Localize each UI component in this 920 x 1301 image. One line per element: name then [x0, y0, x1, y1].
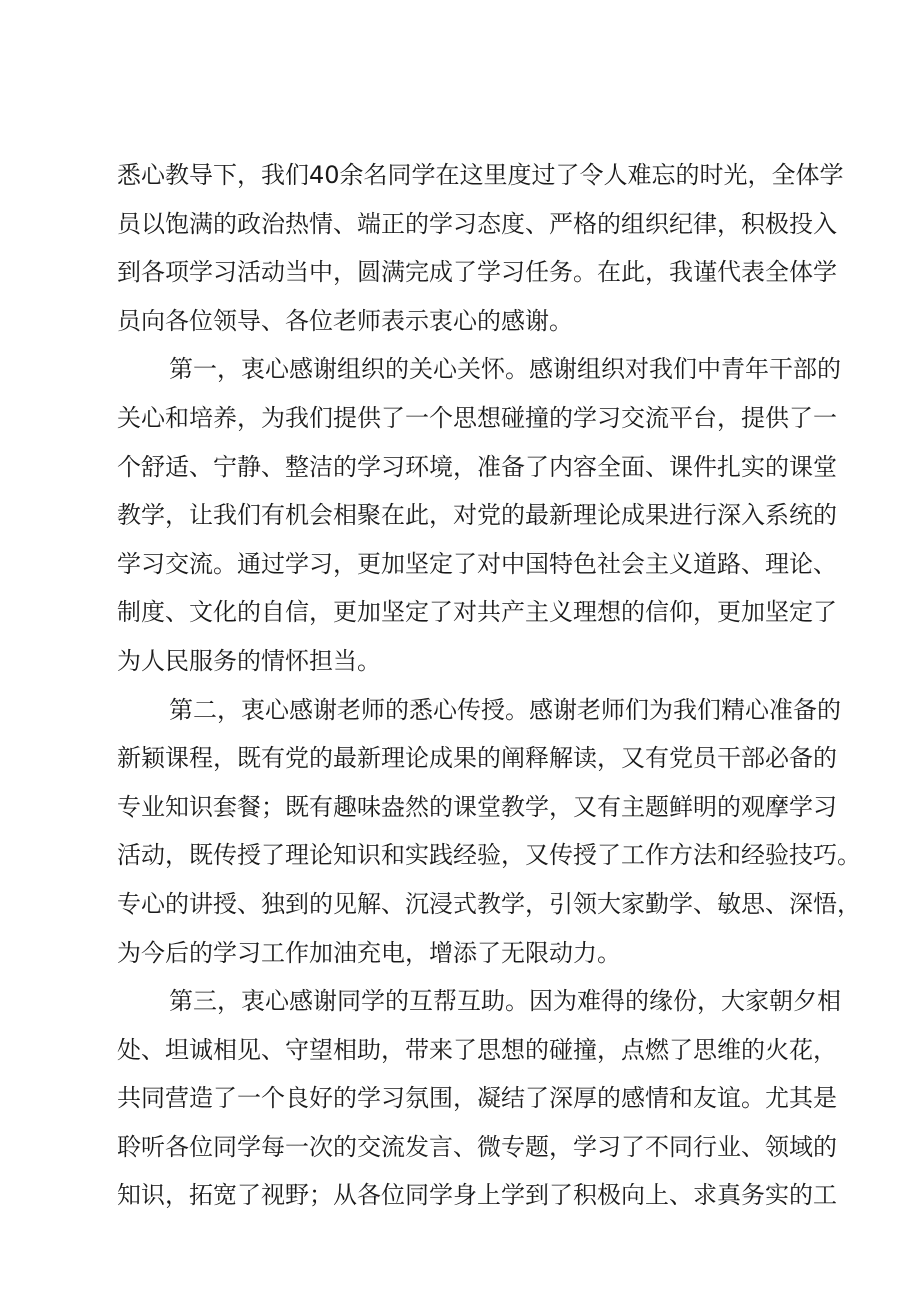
paragraph-1 — [117, 151, 844, 345]
text-line: 悉心教导下，我们40余名同学在这里度过了令人难忘的时光，全体学 — [117, 161, 844, 189]
text-line: 处、坦诚相见、守望相助，带来了思想的碰撞，点燃了思维的火花， — [117, 1035, 837, 1064]
paragraph-2 — [117, 345, 841, 685]
text-line: 关心和培养，为我们提供了一个思想碰撞的学习交流平台，提供了一 — [117, 403, 837, 432]
document-body — [117, 151, 861, 1220]
text-line: 第三，衷心感谢同学的互帮互助。因为难得的缘份，大家朝夕相 — [169, 987, 841, 1016]
text-line: 员以饱满的政治热情、端正的学习态度、严格的组织纪律，积极投入 — [117, 209, 837, 238]
text-line: 第二，衷心感谢老师的悉心传授。感谢老师们为我们精心准备的 — [169, 695, 841, 724]
paragraph-4 — [117, 977, 841, 1220]
text-line: 共同营造了一个良好的学习氛围，凝结了深厚的感情和友谊。尤其是 — [117, 1084, 837, 1113]
text-line: 第一，衷心感谢组织的关心关怀。感谢组织对我们中青年干部的 — [169, 355, 841, 384]
text-line: 活动，既传授了理论知识和实践经验，又传授了工作方法和经验技巧。 — [117, 841, 861, 870]
text-line: 新颖课程，既有党的最新理论成果的阐释解读，又有党员干部必备的 — [117, 744, 837, 773]
paragraph-3 — [117, 686, 861, 978]
text-line: 为今后的学习工作加油充电，增添了无限动力。 — [117, 938, 621, 967]
text-line: 专心的讲授、独到的见解、沉浸式教学，引领大家勤学、敏思、深悟， — [117, 889, 861, 918]
text-line: 个舒适、宁静、整洁的学习环境，准备了内容全面、课件扎实的课堂 — [117, 452, 837, 481]
text-line: 员向各位领导、各位老师表示衷心的感谢。 — [117, 306, 573, 335]
text-line: 聆听各位同学每一次的交流发言、微专题，学习了不同行业、领域的 — [117, 1132, 837, 1161]
text-line: 学习交流。通过学习，更加坚定了对中国特色社会主义道路、理论、 — [117, 549, 837, 578]
text-line: 到各项学习活动当中，圆满完成了学习任务。在此，我谨代表全体学 — [117, 258, 837, 287]
text-line: 教学，让我们有机会相聚在此，对党的最新理论成果进行深入系统的 — [117, 501, 837, 530]
text-line: 为人民服务的情怀担当。 — [117, 646, 381, 675]
text-line: 专业知识套餐；既有趣味盎然的课堂教学，又有主题鲜明的观摩学习 — [117, 792, 837, 821]
text-line: 制度、文化的自信，更加坚定了对共产主义理想的信仰，更加坚定了 — [117, 598, 837, 627]
text-line: 知识，拓宽了视野；从各位同学身上学到了积极向上、求真务实的工 — [117, 1181, 837, 1210]
